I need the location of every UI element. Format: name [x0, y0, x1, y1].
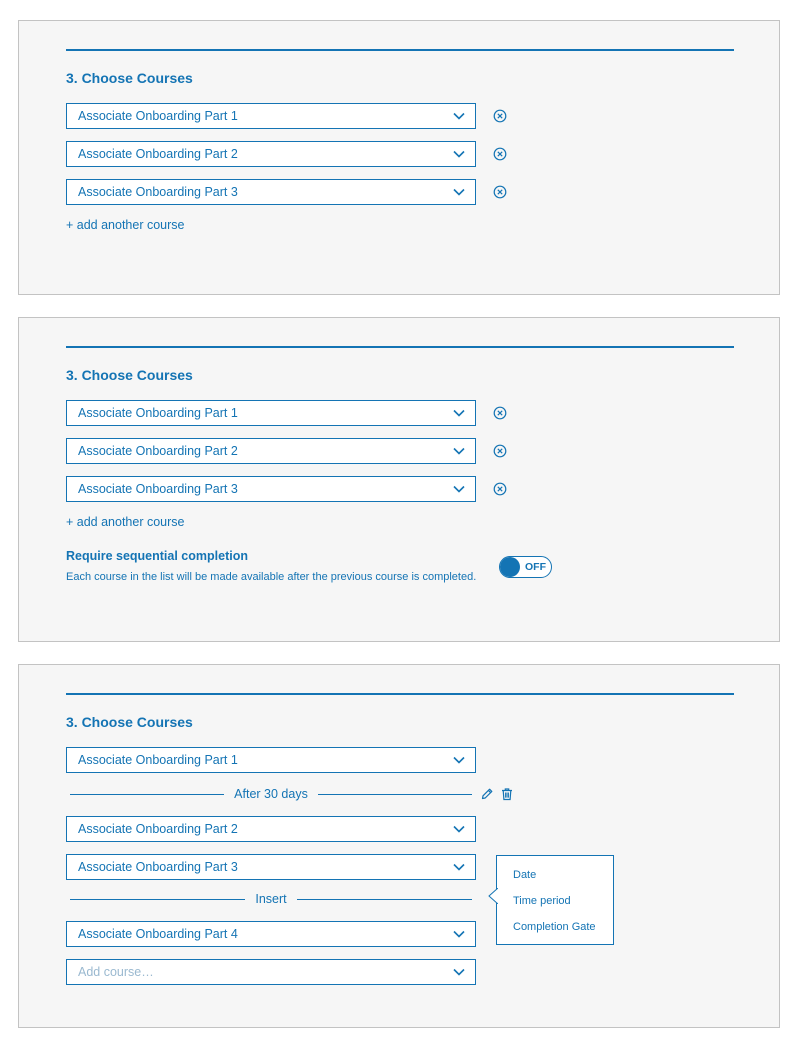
close-circle-icon[interactable] — [493, 482, 507, 496]
course-select-4[interactable] — [66, 921, 476, 947]
insert-label[interactable]: Insert — [245, 892, 296, 906]
section-heading: 3. Choose Courses — [66, 367, 193, 383]
gap-label: After 30 days — [224, 787, 318, 801]
menu-item-completion-gate[interactable]: Completion Gate — [513, 921, 596, 933]
course-select-value: Associate Onboarding Part 1 — [78, 753, 238, 767]
menu-item-time-period[interactable]: Time period — [513, 895, 571, 907]
chevron-down-icon — [452, 967, 466, 977]
close-circle-icon[interactable] — [493, 185, 507, 199]
sequential-completion-description: Each course in the list will be made available after the previous course is completed. — [66, 571, 477, 583]
course-select-3[interactable] — [66, 476, 476, 502]
section-rule — [66, 49, 734, 51]
chevron-down-icon — [452, 484, 466, 494]
close-circle-icon[interactable] — [493, 444, 507, 458]
pencil-icon[interactable] — [480, 787, 494, 801]
chevron-down-icon — [452, 824, 466, 834]
course-select-1[interactable] — [66, 103, 476, 129]
course-select-3[interactable] — [66, 179, 476, 205]
section-rule — [66, 346, 734, 348]
course-select-3[interactable] — [66, 854, 476, 880]
insert-type-menu — [496, 855, 614, 945]
toggle-knob — [500, 557, 520, 577]
course-select-value: Associate Onboarding Part 1 — [78, 109, 238, 123]
choose-courses-panel-1 — [18, 20, 780, 295]
choose-courses-panel-2 — [18, 317, 780, 642]
course-select-value: Associate Onboarding Part 3 — [78, 482, 238, 496]
add-course-select[interactable] — [66, 959, 476, 985]
trash-icon[interactable] — [500, 787, 514, 801]
popover-arrow — [488, 888, 498, 904]
course-select-value: Associate Onboarding Part 2 — [78, 822, 238, 836]
close-circle-icon[interactable] — [493, 406, 507, 420]
course-select-1[interactable] — [66, 747, 476, 773]
gap-divider — [70, 786, 472, 802]
course-select-value: Associate Onboarding Part 1 — [78, 406, 238, 420]
course-select-value: Associate Onboarding Part 2 — [78, 147, 238, 161]
chevron-down-icon — [452, 149, 466, 159]
chevron-down-icon — [452, 187, 466, 197]
course-select-value: Associate Onboarding Part 2 — [78, 444, 238, 458]
chevron-down-icon — [452, 862, 466, 872]
add-another-course-link[interactable]: + add another course — [66, 515, 185, 529]
chevron-down-icon — [452, 446, 466, 456]
course-select-1[interactable] — [66, 400, 476, 426]
section-rule — [66, 693, 734, 695]
chevron-down-icon — [452, 755, 466, 765]
course-select-value: Associate Onboarding Part 3 — [78, 185, 238, 199]
course-select-value: Associate Onboarding Part 3 — [78, 860, 238, 874]
course-select-2[interactable] — [66, 438, 476, 464]
section-heading: 3. Choose Courses — [66, 70, 193, 86]
section-heading: 3. Choose Courses — [66, 714, 193, 730]
sequential-completion-toggle[interactable] — [499, 556, 552, 578]
add-course-placeholder: Add course… — [78, 965, 154, 979]
chevron-down-icon — [452, 929, 466, 939]
sequential-completion-title: Require sequential completion — [66, 549, 248, 563]
chevron-down-icon — [452, 408, 466, 418]
course-select-value: Associate Onboarding Part 4 — [78, 927, 238, 941]
choose-courses-panel-3 — [18, 664, 780, 1028]
menu-item-date[interactable]: Date — [513, 869, 537, 881]
insert-divider[interactable] — [70, 891, 472, 907]
close-circle-icon[interactable] — [493, 109, 507, 123]
toggle-state-label: OFF — [525, 561, 546, 573]
add-another-course-link[interactable]: + add another course — [66, 218, 185, 232]
course-select-2[interactable] — [66, 141, 476, 167]
course-select-2[interactable] — [66, 816, 476, 842]
chevron-down-icon — [452, 111, 466, 121]
close-circle-icon[interactable] — [493, 147, 507, 161]
